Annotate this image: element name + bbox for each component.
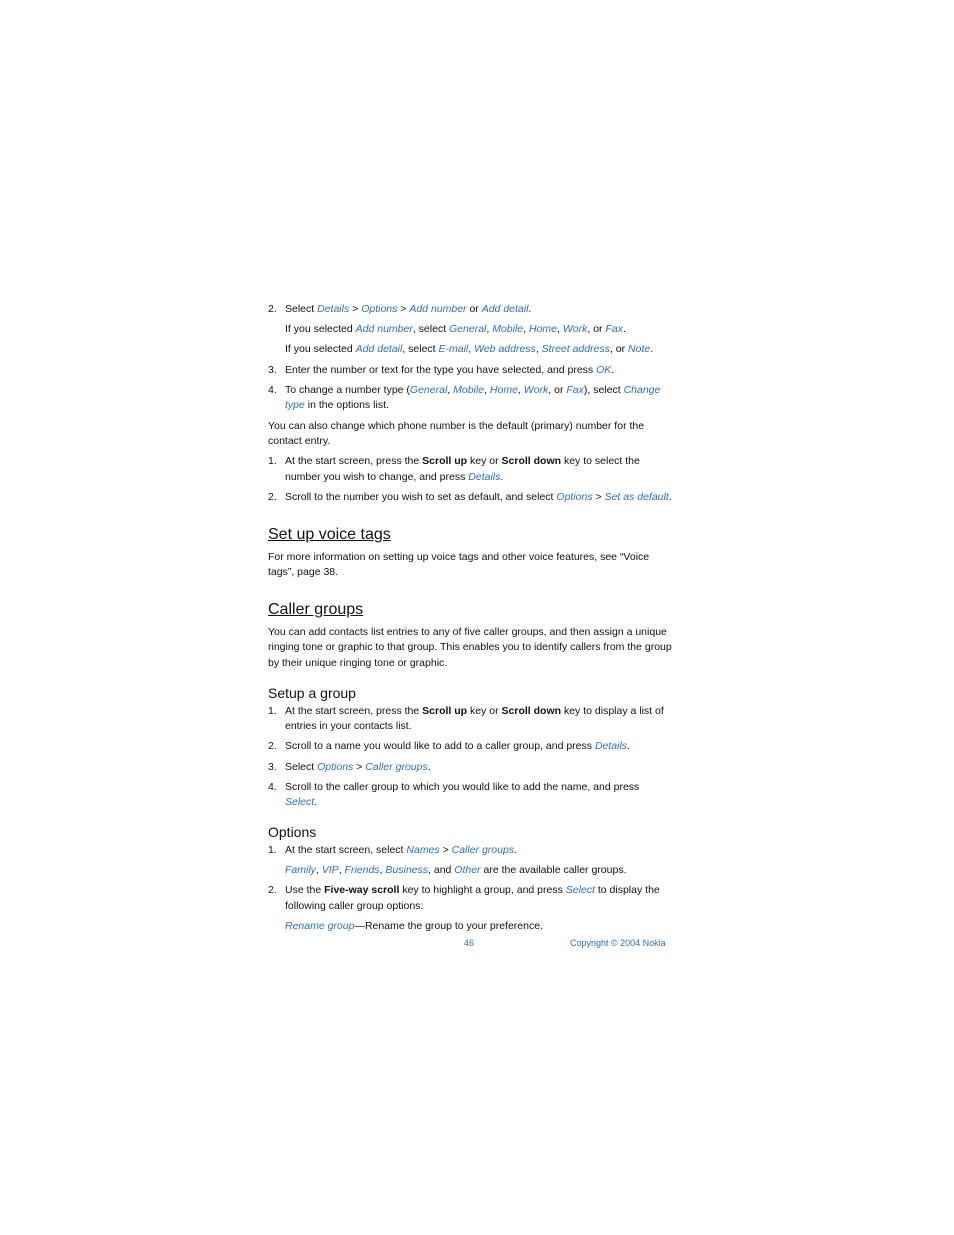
section-heading-caller-groups: Caller groups <box>268 600 364 618</box>
menu-ref: Business <box>385 864 429 877</box>
menu-ref: E-mail <box>438 343 469 356</box>
menu-ref: Family <box>285 864 316 877</box>
paragraph-voice-tags: For more information on setting up voice tags and other voice features, see “Voice tags”, page 38. <box>268 550 650 579</box>
menu-ref: Add number <box>355 323 413 336</box>
menu-ref: Work <box>523 383 549 396</box>
menu-ref: Names <box>406 844 440 856</box>
menu-ref: Caller groups <box>365 760 428 773</box>
menu-ref: Street address <box>541 343 610 356</box>
menu-ref: Other <box>454 864 481 877</box>
subheading-options: Options <box>268 824 317 840</box>
list-item-select-details: 2. Select Details > Options > Add number or Add detail. <box>268 303 532 315</box>
list-item-five-way-scroll: 2. Use the Five-way scroll key to highlight a group, and press Select to display the following caller group options: <box>268 884 660 912</box>
menu-ref: Web address <box>474 343 536 356</box>
menu-ref: Details <box>468 470 501 483</box>
sub-paragraph-add-detail: If you selected Add detail, select E-mail, Web address, Street address, or Note. <box>285 343 654 356</box>
menu-ref: Details <box>594 740 628 753</box>
menu-ref: Note <box>628 343 651 356</box>
list-item-add-to-group: 4. Scroll to the caller group to which you would like to add the name, and press Select. <box>268 780 640 809</box>
menu-ref: Add detail <box>481 303 529 315</box>
menu-ref: Change type <box>285 383 661 412</box>
list-item-enter-number: 3. Enter the number or text for the type you have selected, and press OK. <box>268 363 615 376</box>
paragraph-default-number: You can also change which phone number is the default (primary) number for the contact entry. <box>268 419 645 448</box>
menu-ref: Select <box>565 884 595 897</box>
list-item-scroll-name: 2. Scroll to a name you would like to add to a caller group, and press Details. <box>268 740 630 753</box>
sub-paragraph-add-number: If you selected Add number, select General, Mobile, Home, Work, or Fax. <box>285 323 626 336</box>
subheading-setup-group: Setup a group <box>268 684 356 701</box>
key-name: Scroll down <box>501 704 562 717</box>
key-name: Scroll up <box>422 455 468 468</box>
key-name: Scroll down <box>501 455 562 468</box>
manual-page-body <box>268 302 672 939</box>
menu-ref: OK <box>596 363 612 376</box>
menu-ref: Fax <box>605 323 623 336</box>
sub-paragraph-rename-group: Rename group—Rename the group to your preference. <box>285 920 543 933</box>
menu-ref: Add detail <box>355 343 403 356</box>
menu-ref: Home <box>489 383 518 396</box>
sub-paragraph-groups-list: Family, VIP, Friends, Business, and Other are the available caller groups. <box>285 864 627 877</box>
list-item-scroll-select: 1. At the start screen, press the Scroll up key or Scroll down key to select the number you wish to change, and press Details. <box>268 455 640 483</box>
menu-ref: Details <box>317 303 350 315</box>
paragraph-caller-groups: You can add contacts list entries to any of five caller groups, and then assign a unique ringing tone or graphic to that group. This enables you to identify callers from the group by their unique ringing tone or graphic. <box>268 625 672 670</box>
menu-ref: Options <box>556 491 593 504</box>
page-number: 46 <box>464 938 475 948</box>
menu-ref: Mobile <box>453 383 485 396</box>
menu-ref: Fax <box>566 383 584 396</box>
copyright-notice: Copyright © 2004 Nokia <box>570 938 666 948</box>
key-name: Scroll up <box>422 704 468 717</box>
menu-ref: VIP <box>321 864 339 877</box>
menu-ref: Caller groups <box>451 844 515 856</box>
menu-ref: General <box>409 383 448 396</box>
list-item-set-default: 2. Scroll to the number you wish to set as default, and select Options > Set as default. <box>268 491 672 504</box>
list-item-change-type: 4. To change a number type (General, Mobile, Home, Work, or Fax), select Change type in the options list. <box>268 383 661 412</box>
menu-ref: Work <box>562 323 588 336</box>
list-item-display-list: 1. At the start screen, press the Scroll up key or Scroll down key to display a list of entries in your contacts list. <box>268 704 664 733</box>
menu-ref: Mobile <box>492 323 524 336</box>
menu-ref: Set as default <box>604 491 669 504</box>
menu-ref: General <box>449 323 487 336</box>
key-name: Five-way scroll <box>324 884 400 897</box>
menu-ref: Options <box>361 303 398 315</box>
list-item-select-names: 1. At the start screen, select Names > Caller groups. <box>268 844 517 856</box>
menu-ref: Home <box>529 323 558 336</box>
menu-ref: Add number <box>409 303 467 315</box>
menu-ref: Friends <box>344 864 380 877</box>
menu-ref: Rename group <box>285 920 355 933</box>
section-heading-voice-tags: Set up voice tags <box>268 525 391 543</box>
menu-ref: Select <box>285 796 315 809</box>
menu-ref: Options <box>317 760 354 773</box>
list-item-select-caller-groups: 3. Select Options > Caller groups. <box>268 760 431 773</box>
